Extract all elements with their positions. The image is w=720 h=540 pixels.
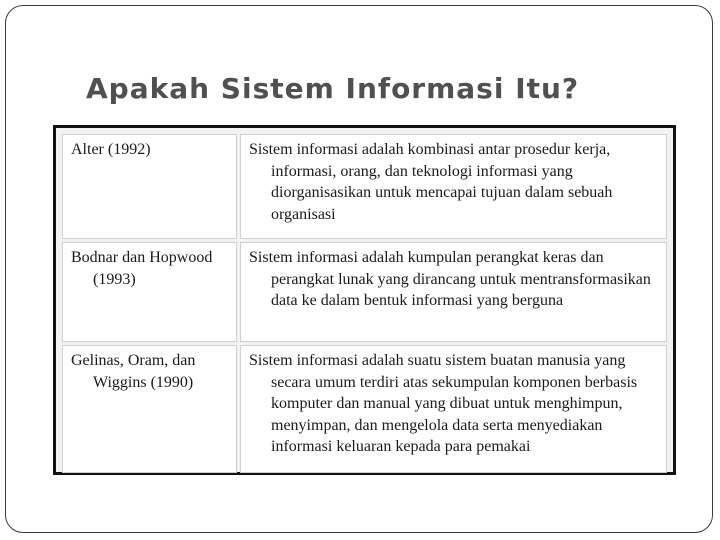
source-text: Alter (1992) [71,141,151,158]
table-row [62,345,667,473]
definition-text: Sistem informasi adalah kombinasi antar prosedur kerja, informasi, orang, dan teknologi informasi yang diorganisasikan untuk mencapai tujuan dalam sebuah organisasi [249,141,613,223]
definition-cell [240,134,667,239]
definition-cell [240,345,667,473]
table-row [62,242,667,342]
slide-title: Apakah Sistem Informasi Itu? [86,72,580,105]
definitions-table-frame [53,125,676,475]
source-cell [62,345,237,473]
slide [5,5,713,533]
table-row [62,134,667,239]
definition-text: Sistem informasi adalah suatu sistem buatan manusia yang secara umum terdiri atas sekumpulan komponen berbasis komputer dan manual yang dibuat untuk menghimpun, menyimpan, dan mengelola data serta menyediakan informasi keluaran kepada para pemakai [249,352,638,455]
source-text: Bodnar dan Hopwood (1993) [71,249,213,288]
source-text: Gelinas, Oram, dan Wiggins (1990) [71,352,196,391]
source-cell [62,242,237,342]
definition-cell [240,242,667,342]
definition-text: Sistem informasi adalah kumpulan perangkat keras dan perangkat lunak yang dirancang untuk mentransformasikan data ke dalam bentuk informasi yang berguna [249,249,651,309]
definitions-table [59,131,670,476]
source-cell [62,134,237,239]
